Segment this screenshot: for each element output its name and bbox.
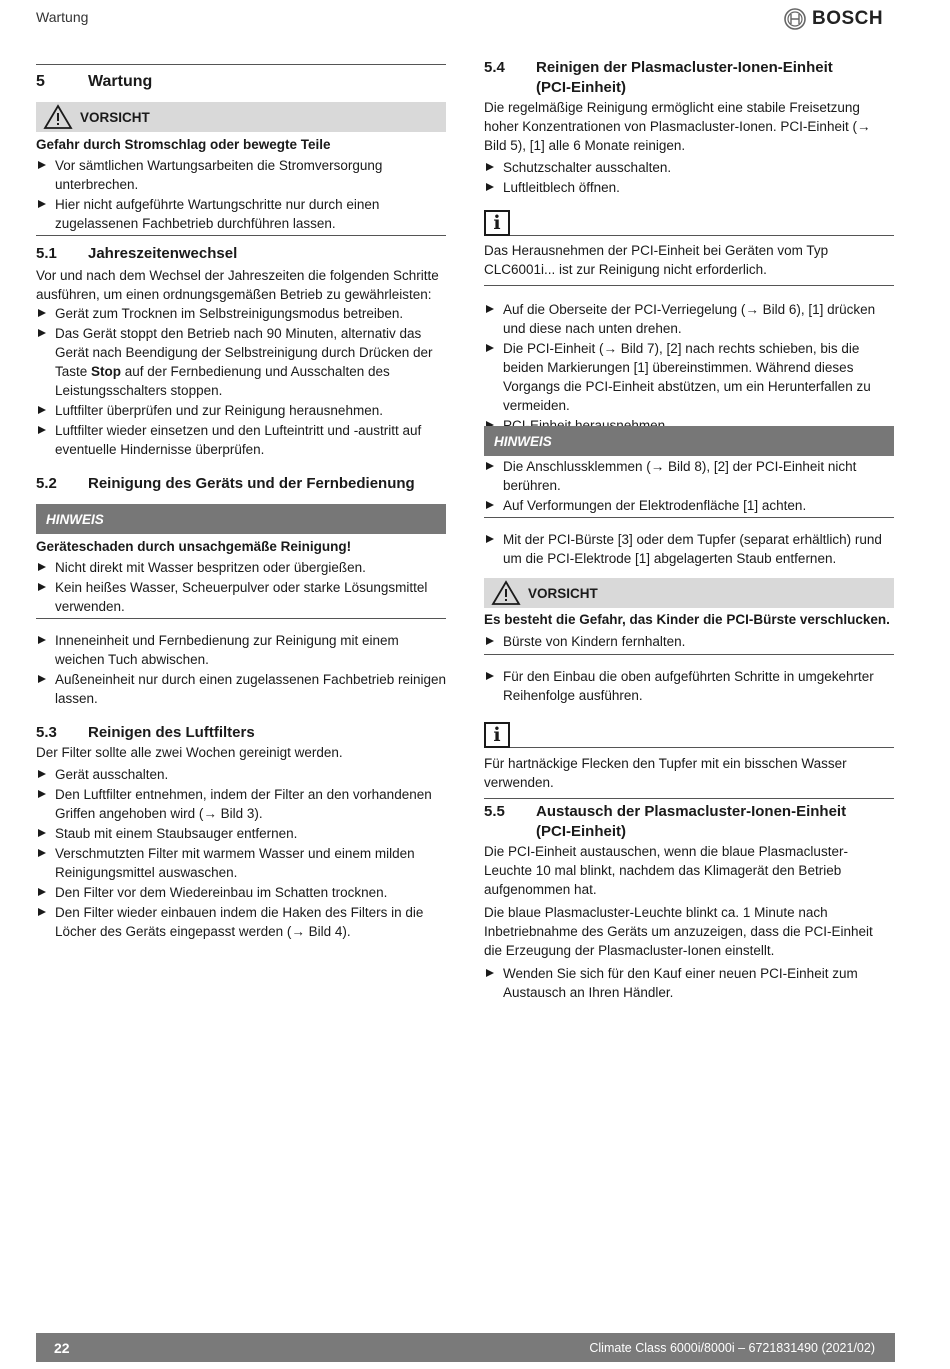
pci-steps <box>484 300 894 436</box>
info-box <box>484 722 894 799</box>
list-item: Den Filter wieder einbauen indem die Haken des Filters in die Löcher des Geräts eingepasst werden (→ Bild 4). <box>36 903 446 941</box>
section-5-2 <box>36 474 446 709</box>
info-icon: i <box>484 722 510 748</box>
warning-label: VORSICHT <box>80 109 150 125</box>
section-title: Reinigung des Geräts und der Fernbedienung <box>88 475 415 492</box>
list-item: Die PCI-Einheit (→ Bild 7), [2] nach rechts schieben, bis die beiden Markierungen [1] übereinstimmen. Während dieses Vorgangs die PCI-Einheit abstützen, um ein Herunterfallen zu vermeiden. <box>484 339 894 415</box>
stop-key-label: Stop <box>91 364 122 379</box>
info-text: Für hartnäckige Flecken den Tupfer mit ein bisschen Wasser verwenden. <box>484 756 847 790</box>
list-item: Den Luftfilter entnehmen, indem der Filter an den vorhandenen Griffen angehoben wird (→ Bild 3). <box>36 785 446 823</box>
list-item: Staub mit einem Staubsauger entfernen. <box>36 824 446 843</box>
list-item: Außeneinheit nur durch einen zugelassenen Fachbetrieb reinigen lassen. <box>36 670 446 708</box>
hint-box <box>484 426 894 569</box>
list-item: Auf die Oberseite der PCI-Verriegelung (→ Bild 6), [1] drücken und diese nach unten drehen. <box>484 300 894 338</box>
hint-end-rule <box>36 618 446 619</box>
document-reference: Climate Class 6000i/8000i – 6721831490 (2021/02) <box>589 1340 875 1355</box>
list-item: Gerät ausschalten. <box>36 765 446 784</box>
warning-heading: Es besteht die Gefahr, das Kinder die PCI-Bürste verschlucken. <box>484 612 890 627</box>
warning-end-rule <box>36 235 446 236</box>
paragraph: Die regelmäßige Reinigung ermöglicht eine stabile Freisetzung hoher Konzentrationen von Plasmacluster-Ionen. PCI-Einheit (→ Bild 5), [1] alle 6 Monate reinigen. <box>484 100 871 153</box>
info-icon: i <box>484 210 510 236</box>
section-title: Reinigen der Plasmacluster-Ionen-Einheit <box>536 59 833 76</box>
warning-box <box>36 102 446 236</box>
list-item: Nicht direkt mit Wasser bespritzen oder übergießen. <box>36 558 446 577</box>
brand-name: BOSCH <box>812 8 884 29</box>
list-item: Gerät zum Trocknen im Selbstreinigungsmodus betreiben. <box>36 304 446 323</box>
bosch-logo <box>784 8 883 30</box>
warning-bar <box>36 102 446 132</box>
section-title: Wartung <box>88 73 153 90</box>
info-rule <box>510 747 894 748</box>
warning-label: VORSICHT <box>528 585 598 601</box>
list-item: Luftleitblech öffnen. <box>484 178 894 197</box>
hint-bar: HINWEIS <box>484 426 894 456</box>
info-text: Das Herausnehmen der PCI-Einheit bei Geräten vom Typ CLC6001i... ist zur Reinigung nicht erforderlich. <box>484 243 829 277</box>
list-item: Kein heißes Wasser, Scheuerpulver oder starke Lösungsmittel verwenden. <box>36 578 446 616</box>
section-number: 5.1 <box>36 245 57 262</box>
page-number: 22 <box>54 1339 70 1356</box>
section-number: 5 <box>36 73 45 90</box>
list-item: Bürste von Kindern fernhalten. <box>484 632 894 651</box>
warning-end-rule <box>484 654 894 655</box>
list-item: Die Anschlussklemmen (→ Bild 8), [2] der PCI-Einheit nicht berühren. <box>484 457 894 495</box>
paragraph: Vor und nach dem Wechsel der Jahreszeiten die folgenden Schritte ausführen, um einen ordnungsgemäßen Betrieb zu gewährleisten: <box>36 268 439 302</box>
list-item: Für den Einbau die oben aufgeführten Schritte in umgekehrter Reihenfolge ausführen. <box>484 667 894 705</box>
section-number: 5.2 <box>36 475 57 492</box>
hint-heading: Geräteschaden durch unsachgemäße Reinigung! <box>36 539 352 554</box>
section-number: 5.3 <box>36 724 57 741</box>
list-item: Wenden Sie sich für den Kauf einer neuen PCI-Einheit zum Austausch an Ihren Händler. <box>484 964 894 1002</box>
warning-triangle-icon <box>484 578 528 608</box>
section-title-line2: (PCI-Einheit) <box>536 79 626 96</box>
list-item: Verschmutzten Filter mit warmem Wasser und einem milden Reinigungsmittel auswaschen. <box>36 844 446 882</box>
info-rule <box>510 235 894 236</box>
list-item: Mit der PCI-Bürste [3] oder dem Tupfer (separat erhältlich) rund um die PCI-Elektrode [1] abgelagerten Staub entfernen. <box>484 530 894 568</box>
list-item: Vor sämtlichen Wartungsarbeiten die Stromversorgung unterbrechen. <box>36 156 446 194</box>
paragraph: Die PCI-Einheit austauschen, wenn die blaue Plasmacluster-Leuchte 10 mal blinkt, nachdem das Klimagerät den Betrieb aufgenommen hat. <box>484 844 848 897</box>
hint-bar: HINWEIS <box>36 504 446 534</box>
list-item: Luftfilter wieder einsetzen und den Lufteintritt und -austritt auf eventuelle Hindernisse überprüfen. <box>36 421 446 459</box>
warning-triangle-icon <box>36 102 80 132</box>
page-footer <box>36 1333 895 1362</box>
info-box <box>484 210 894 286</box>
section-5-5 <box>484 802 894 1003</box>
paragraph: Der Filter sollte alle zwei Wochen gereinigt werden. <box>36 745 343 760</box>
list-item: Das Gerät stoppt den Betrieb nach 90 Minuten, alternativ das Gerät nach Beendigung der Selbstreinigung durch Drücken der Taste Stop auf der Fernbedienung und Ausschalten des Leistungsschalters stoppen. <box>36 324 446 400</box>
section-divider <box>36 64 446 65</box>
warning-heading: Gefahr durch Stromschlag oder bewegte Teile <box>36 137 331 152</box>
section-5-1 <box>36 244 446 460</box>
section-title: Austausch der Plasmacluster-Ionen-Einheit <box>536 803 847 820</box>
section-title: Reinigen des Luftfilters <box>88 724 255 741</box>
list-item: Luftfilter überprüfen und zur Reinigung herausnehmen. <box>36 401 446 420</box>
section-5-3 <box>36 723 446 942</box>
hint-end-rule <box>484 517 894 518</box>
warning-bar <box>484 578 894 608</box>
list-item: Schutzschalter ausschalten. <box>484 158 894 177</box>
info-end-rule <box>484 285 894 286</box>
warning-box <box>484 578 894 706</box>
section-title-line2: (PCI-Einheit) <box>536 823 626 840</box>
section-number: 5.5 <box>484 803 505 820</box>
list-item: Den Filter vor dem Wiedereinbau im Schatten trocknen. <box>36 883 446 902</box>
section-5-4 <box>484 58 894 198</box>
section-title: Jahreszeitenwechsel <box>88 245 238 262</box>
info-end-rule <box>484 798 894 799</box>
paragraph: Die blaue Plasmacluster-Leuchte blinkt ca. 1 Minute nach Inbetriebnahme des Geräts um anzuzeigen, dass die PCI-Einheit die Erzeugung der Plasmacluster-Ionen einstellt. <box>484 905 873 958</box>
list-item: Auf Verformungen der Elektrodenfläche [1] achten. <box>484 496 894 515</box>
section-number: 5.4 <box>484 59 505 76</box>
page-header-title: Wartung <box>36 9 89 25</box>
list-item: Inneneinheit und Fernbedienung zur Reinigung mit einem weichen Tuch abwischen. <box>36 631 446 669</box>
list-item: Hier nicht aufgeführte Wartungschritte nur durch einen zugelassenen Fachbetrieb durchführen lassen. <box>36 195 446 233</box>
bosch-armature-icon <box>784 8 806 30</box>
section-5-heading <box>36 73 446 91</box>
